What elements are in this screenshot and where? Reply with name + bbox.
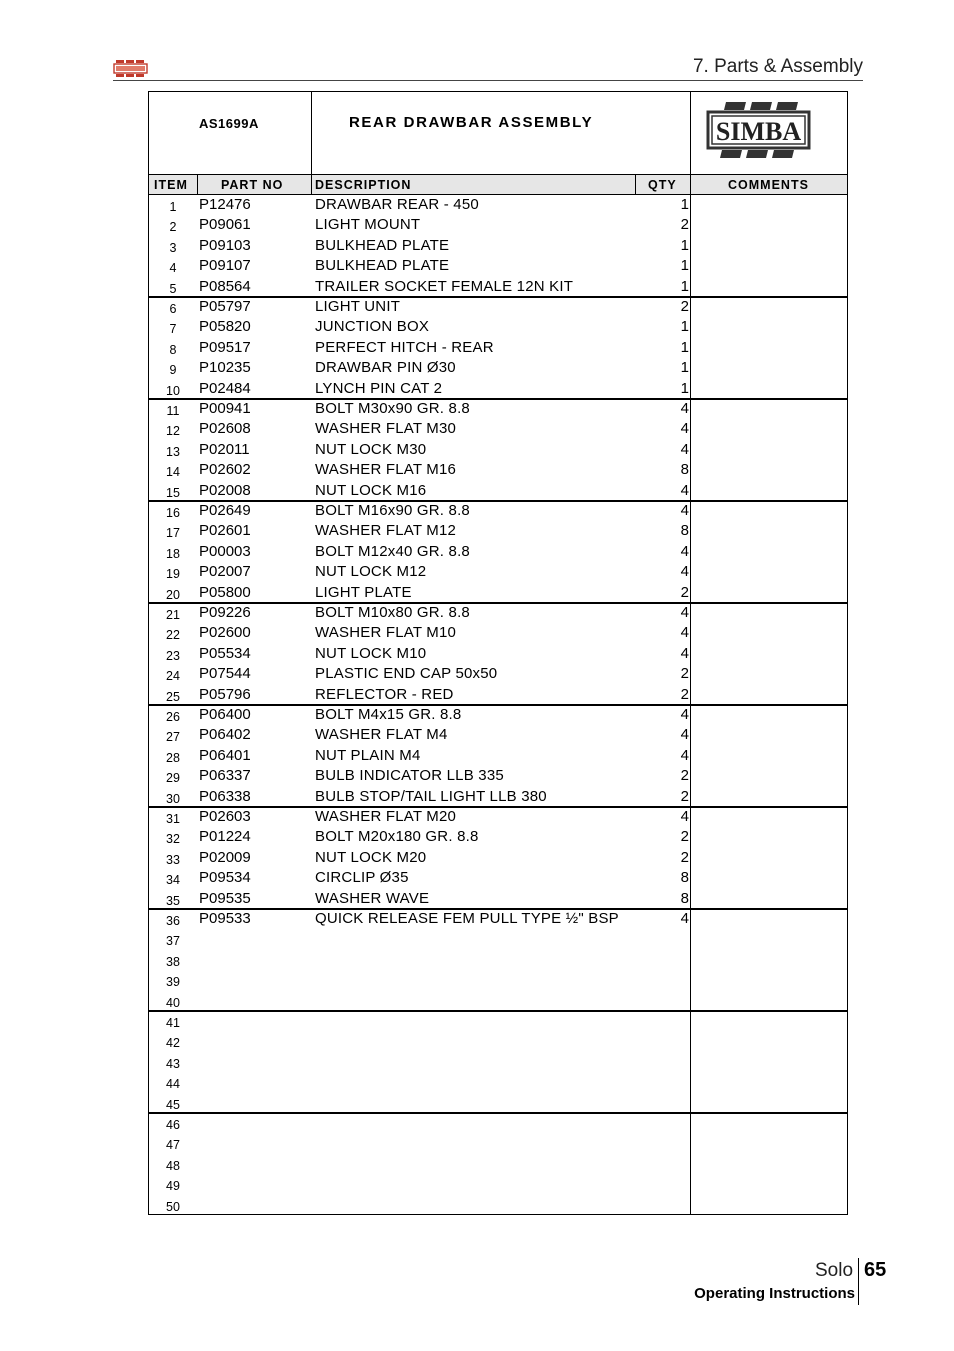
item-cell: 42 [166, 1036, 180, 1051]
table-row [149, 644, 847, 664]
part-number-cell: P12476 [199, 196, 251, 213]
table-row [149, 583, 847, 603]
item-cell: 11 [166, 404, 180, 418]
part-number-cell: P02009 [199, 848, 251, 866]
item-cell: 3 [169, 240, 177, 255]
part-number-cell: P09517 [199, 338, 251, 356]
description-cell: DRAWBAR REAR - 450 [315, 196, 479, 213]
item-cell: 37 [166, 934, 180, 949]
table-row [149, 1031, 847, 1051]
table-row [149, 991, 847, 1011]
quantity-cell: 1 [680, 236, 689, 254]
description-cell: BULKHEAD PLATE [315, 257, 450, 275]
item-cell: 26 [166, 710, 180, 724]
title-block [149, 92, 847, 175]
part-number-cell: P02602 [199, 461, 251, 479]
quantity-cell: 4 [680, 604, 689, 621]
part-number-cell: P06401 [199, 746, 251, 764]
table-row [149, 501, 847, 521]
description-cell: LIGHT PLATE [315, 583, 412, 601]
description-cell: WASHER FLAT M12 [315, 522, 457, 540]
description-cell: BOLT M12x40 GR. 8.8 [315, 542, 470, 560]
part-number-cell: P00003 [199, 542, 251, 560]
quantity-cell: 2 [680, 767, 689, 785]
table-row [149, 542, 847, 562]
item-cell: 30 [166, 791, 180, 806]
quantity-cell: 4 [680, 563, 689, 581]
item-cell: 13 [166, 444, 180, 459]
quantity-cell: 4 [680, 808, 689, 825]
table-row [149, 685, 847, 705]
assembly-title: REAR DRAWBAR ASSEMBLY [349, 114, 594, 131]
table-row [149, 950, 847, 970]
description-cell: TRAILER SOCKET FEMALE 12N KIT [315, 277, 574, 295]
part-number-cell: P08564 [199, 277, 251, 295]
table-row [149, 623, 847, 643]
quantity-cell: 4 [680, 910, 689, 927]
item-cell: 34 [166, 873, 180, 888]
description-cell: BOLT M30x90 GR. 8.8 [315, 400, 470, 417]
quantity-cell: 4 [680, 726, 689, 744]
quantity-cell: 1 [680, 318, 689, 336]
part-number-cell: P02601 [199, 522, 251, 540]
item-cell: 24 [166, 669, 180, 684]
part-number-cell: P02008 [199, 481, 251, 499]
description-cell: WASHER FLAT M30 [315, 420, 457, 438]
table-row [149, 215, 847, 235]
quantity-cell: 4 [680, 746, 689, 764]
table-row [149, 603, 847, 623]
item-cell: 8 [169, 342, 177, 357]
item-cell: 43 [166, 1056, 180, 1071]
item-cell: 6 [169, 302, 177, 316]
column-divider [635, 175, 636, 195]
description-cell: BOLT M16x90 GR. 8.8 [315, 502, 470, 519]
simba-logo-icon [706, 98, 811, 162]
table-row [149, 440, 847, 460]
item-cell: 20 [166, 587, 180, 602]
part-number-cell: P06400 [199, 706, 251, 723]
quantity-cell: 2 [680, 848, 689, 866]
item-cell: 23 [166, 648, 180, 663]
quantity-cell: 8 [680, 869, 689, 887]
part-number-cell: P05820 [199, 318, 251, 336]
item-cell: 12 [166, 424, 180, 439]
item-cell: 48 [166, 1158, 180, 1173]
part-number-cell: P02007 [199, 563, 251, 581]
item-cell: 1 [169, 200, 177, 214]
item-cell: 50 [166, 1199, 180, 1214]
item-cell: 46 [166, 1118, 180, 1132]
column-header-qty: QTY [648, 178, 677, 192]
part-number-cell: P00941 [199, 400, 251, 417]
item-cell: 2 [169, 220, 177, 235]
column-header-row [149, 175, 847, 195]
quantity-cell: 4 [680, 624, 689, 642]
table-row [149, 909, 847, 929]
quantity-cell: 2 [680, 685, 689, 703]
item-cell: 9 [169, 363, 177, 378]
quantity-cell: 4 [680, 481, 689, 499]
part-number-cell: P06338 [199, 787, 251, 805]
quantity-cell: 4 [680, 420, 689, 438]
description-cell: QUICK RELEASE FEM PULL TYPE ½" BSP [315, 910, 619, 927]
table-row [149, 317, 847, 337]
item-cell: 36 [166, 914, 180, 928]
quantity-cell: 4 [680, 644, 689, 662]
part-number-cell: P09103 [199, 236, 251, 254]
table-row [149, 705, 847, 725]
table-row [149, 379, 847, 399]
column-divider [197, 175, 198, 195]
table-row [149, 521, 847, 541]
description-cell: NUT LOCK M16 [315, 481, 427, 499]
description-cell: BOLT M4x15 GR. 8.8 [315, 706, 462, 723]
table-row [149, 236, 847, 256]
description-cell: NUT PLAIN M4 [315, 746, 421, 764]
quantity-cell: 1 [680, 196, 689, 213]
column-header-part-no: PART NO [221, 178, 284, 192]
part-number-cell: P05797 [199, 298, 251, 315]
table-row [149, 1072, 847, 1092]
table-row [149, 358, 847, 378]
quantity-cell: 8 [680, 889, 689, 907]
part-number-cell: P09226 [199, 604, 251, 621]
quantity-cell: 4 [680, 706, 689, 723]
table-row [149, 1174, 847, 1194]
quantity-cell: 2 [680, 787, 689, 805]
parts-list-table [148, 91, 848, 1215]
description-cell: JUNCTION BOX [315, 318, 430, 336]
description-cell: LYNCH PIN CAT 2 [315, 379, 443, 397]
svg-text:SIMBA: SIMBA [715, 117, 802, 146]
item-cell: 17 [166, 526, 180, 541]
item-cell: 28 [166, 750, 180, 765]
item-cell: 19 [166, 567, 180, 582]
item-cell: 14 [166, 465, 180, 480]
footer-divider [858, 1258, 859, 1305]
item-cell: 41 [166, 1016, 180, 1030]
item-cell: 29 [166, 771, 180, 786]
part-number-cell: P01224 [199, 828, 251, 846]
table-row [149, 929, 847, 949]
part-number-cell: P02649 [199, 502, 251, 519]
description-cell: BOLT M10x80 GR. 8.8 [315, 604, 470, 621]
table-row [149, 664, 847, 684]
description-cell: WASHER FLAT M20 [315, 808, 457, 825]
part-number-cell: P02600 [199, 624, 251, 642]
header-divider [113, 80, 863, 81]
quantity-cell: 4 [680, 542, 689, 560]
table-row [149, 1113, 847, 1133]
item-cell: 44 [166, 1077, 180, 1092]
part-number-cell: P09534 [199, 869, 251, 887]
part-number-cell: P05800 [199, 583, 251, 601]
description-cell: NUT LOCK M20 [315, 848, 427, 866]
description-cell: DRAWBAR PIN Ø30 [315, 359, 456, 377]
item-cell: 7 [169, 322, 177, 337]
item-cell: 49 [166, 1179, 180, 1194]
description-cell: BULB STOP/TAIL LIGHT LLB 380 [315, 787, 547, 805]
item-cell: 45 [166, 1097, 180, 1112]
table-row [149, 807, 847, 827]
quantity-cell: 2 [680, 298, 689, 315]
table-row [149, 297, 847, 317]
table-row [149, 725, 847, 745]
quantity-cell: 2 [680, 828, 689, 846]
quantity-cell: 4 [680, 502, 689, 519]
table-row [149, 848, 847, 868]
quantity-cell: 1 [680, 257, 689, 275]
description-cell: BOLT M20x180 GR. 8.8 [315, 828, 479, 846]
item-cell: 31 [166, 812, 180, 826]
item-cell: 40 [166, 995, 180, 1010]
table-row [149, 746, 847, 766]
title-divider [311, 92, 312, 174]
part-number-cell: P02603 [199, 808, 251, 825]
column-header-description: DESCRIPTION [315, 178, 412, 192]
column-header-comments: COMMENTS [728, 178, 809, 192]
item-cell: 39 [166, 975, 180, 990]
quantity-cell: 4 [680, 400, 689, 417]
item-cell: 10 [166, 383, 180, 398]
column-divider [311, 175, 312, 195]
assembly-number: AS1699A [199, 116, 259, 131]
description-cell: LIGHT MOUNT [315, 216, 421, 234]
description-cell: PLASTIC END CAP 50x50 [315, 665, 498, 683]
item-cell: 27 [166, 730, 180, 745]
description-cell: CIRCLIP Ø35 [315, 869, 409, 887]
quantity-cell: 2 [680, 216, 689, 234]
part-number-cell: P10235 [199, 359, 251, 377]
description-cell: BULKHEAD PLATE [315, 236, 450, 254]
table-row [149, 399, 847, 419]
part-number-cell: P09533 [199, 910, 251, 927]
description-cell: WASHER FLAT M10 [315, 624, 457, 642]
table-row [149, 481, 847, 501]
table-row [149, 889, 847, 909]
quantity-cell: 8 [680, 461, 689, 479]
table-row [149, 195, 847, 215]
item-cell: 18 [166, 546, 180, 561]
part-number-cell: P09061 [199, 216, 251, 234]
item-cell: 15 [166, 485, 180, 500]
quantity-cell: 1 [680, 359, 689, 377]
item-cell: 32 [166, 832, 180, 847]
table-row [149, 562, 847, 582]
table-row [149, 1133, 847, 1153]
part-number-cell: P05796 [199, 685, 251, 703]
part-number-cell: P09535 [199, 889, 251, 907]
item-cell: 33 [166, 852, 180, 867]
part-number-cell: P05534 [199, 644, 251, 662]
part-number-cell: P06402 [199, 726, 251, 744]
item-cell: 22 [166, 628, 180, 643]
table-row [149, 787, 847, 807]
part-number-cell: P06337 [199, 767, 251, 785]
table-row [149, 1154, 847, 1174]
description-cell: NUT LOCK M30 [315, 440, 427, 458]
table-row [149, 868, 847, 888]
table-row [149, 1093, 847, 1113]
table-row [149, 419, 847, 439]
table-row [149, 1195, 847, 1215]
column-header-item: ITEM [154, 178, 188, 192]
part-number-cell: P02484 [199, 379, 251, 397]
simba-small-logo-icon [113, 59, 148, 78]
part-number-cell: P07544 [199, 665, 251, 683]
item-cell: 47 [166, 1138, 180, 1153]
table-row [149, 766, 847, 786]
table-row [149, 970, 847, 990]
table-row [149, 277, 847, 297]
description-cell: LIGHT UNIT [315, 298, 401, 315]
product-name: Solo [815, 1260, 854, 1281]
description-cell: WASHER WAVE [315, 889, 430, 907]
item-cell: 25 [166, 689, 180, 704]
part-number-cell: P02608 [199, 420, 251, 438]
quantity-cell: 8 [680, 522, 689, 540]
item-cell: 21 [166, 608, 180, 622]
quantity-cell: 1 [680, 277, 689, 295]
description-cell: BULB INDICATOR LLB 335 [315, 767, 504, 785]
table-row [149, 338, 847, 358]
item-cell: 38 [166, 954, 180, 969]
quantity-cell: 4 [680, 440, 689, 458]
section-title: 7. Parts & Assembly [692, 56, 863, 77]
part-number-cell: P02011 [199, 440, 250, 458]
document-subtitle: Operating Instructions [694, 1285, 855, 1302]
description-cell: WASHER FLAT M16 [315, 461, 457, 479]
part-number-cell: P09107 [199, 257, 251, 275]
description-cell: PERFECT HITCH - REAR [315, 338, 494, 356]
quantity-cell: 2 [680, 583, 689, 601]
table-row [149, 1052, 847, 1072]
quantity-cell: 1 [680, 379, 689, 397]
item-cell: 16 [166, 506, 180, 520]
title-divider [690, 92, 691, 174]
item-cell: 4 [169, 261, 177, 276]
table-row [149, 256, 847, 276]
description-cell: NUT LOCK M12 [315, 563, 427, 581]
item-cell: 35 [166, 893, 180, 908]
table-row [149, 1011, 847, 1031]
description-cell: REFLECTOR - RED [315, 685, 454, 703]
table-row [149, 460, 847, 480]
quantity-cell: 1 [680, 338, 689, 356]
description-cell: WASHER FLAT M4 [315, 726, 448, 744]
item-cell: 5 [169, 281, 177, 296]
page-number: 65 [864, 1259, 887, 1281]
table-row [149, 827, 847, 847]
description-cell: NUT LOCK M10 [315, 644, 427, 662]
quantity-cell: 2 [680, 665, 689, 683]
